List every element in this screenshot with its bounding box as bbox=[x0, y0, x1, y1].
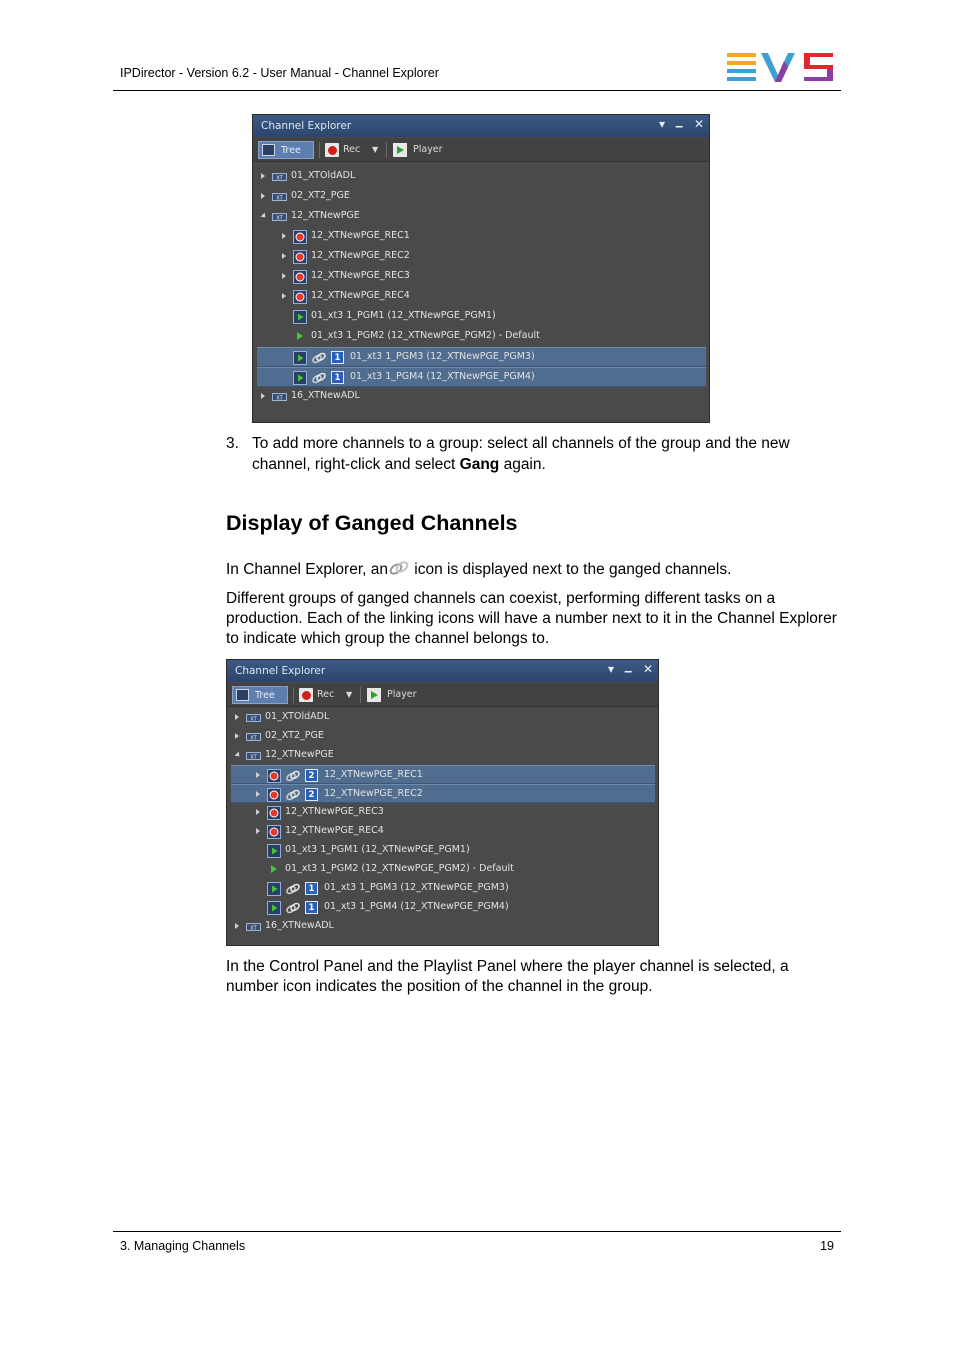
rec-icon bbox=[299, 688, 313, 702]
tree-row[interactable] bbox=[231, 784, 655, 803]
step-number: 3. bbox=[226, 435, 239, 452]
player-label: Player bbox=[387, 689, 417, 700]
recorder-channel-icon bbox=[267, 769, 281, 783]
tree-row[interactable] bbox=[231, 879, 655, 898]
toolbar-separator bbox=[360, 687, 361, 703]
gang-link-icon bbox=[285, 883, 301, 895]
tree-row-label: 02_XT2_PGE bbox=[265, 730, 324, 741]
expand-arrow-icon[interactable] bbox=[235, 714, 239, 720]
panel-toolbar bbox=[227, 683, 658, 707]
recorder-channel-icon bbox=[267, 788, 281, 802]
server-icon bbox=[246, 711, 261, 723]
tree-row[interactable] bbox=[231, 917, 655, 936]
footer-page-number: 19 bbox=[820, 1239, 834, 1253]
minimize-icon[interactable]: ‒ bbox=[675, 119, 684, 133]
recorder-channel-icon bbox=[293, 290, 307, 304]
panel-toolbar bbox=[253, 138, 709, 162]
tree-row-label: 16_XTNewADL bbox=[291, 390, 360, 401]
tree-row[interactable] bbox=[257, 227, 706, 247]
dropdown-icon[interactable]: ▾ bbox=[659, 117, 666, 131]
player-label: Player bbox=[413, 144, 443, 155]
tree-row[interactable] bbox=[231, 803, 655, 822]
paragraph-gang-icon: In Channel Explorer, an icon is displayed next to the ganged channels. bbox=[226, 561, 732, 578]
tree-button[interactable] bbox=[258, 141, 314, 159]
tree-row-label: 01_xt3 1_PGM1 (12_XTNewPGE_PGM1) bbox=[285, 844, 470, 855]
tree-row-label: 01_xt3 1_PGM3 (12_XTNewPGE_PGM3) bbox=[324, 882, 509, 893]
tree-button[interactable] bbox=[232, 686, 288, 704]
player-channel-icon bbox=[293, 310, 307, 324]
tree-row-label: 12_XTNewPGE_REC1 bbox=[324, 769, 423, 780]
tree-label: Tree bbox=[281, 145, 301, 156]
rec-button[interactable] bbox=[299, 686, 355, 704]
tree-row-label: 12_XTNewPGE_REC3 bbox=[285, 806, 384, 817]
player-icon bbox=[393, 143, 407, 157]
close-icon[interactable]: ✕ bbox=[643, 662, 654, 676]
toolbar-separator bbox=[319, 142, 320, 158]
gang-number-icon: 1 bbox=[331, 371, 344, 384]
player-channel-icon bbox=[267, 882, 281, 896]
expand-arrow-icon[interactable] bbox=[235, 733, 239, 739]
tree-row[interactable] bbox=[257, 327, 706, 347]
rec-dropdown-icon[interactable]: ▼ bbox=[372, 145, 379, 154]
panel-title: Channel Explorer bbox=[261, 120, 352, 132]
player-channel-icon bbox=[267, 901, 281, 915]
tree-row-label: 12_XTNewPGE_REC3 bbox=[311, 270, 410, 281]
tree-label: Tree bbox=[255, 690, 275, 701]
page-header-title: IPDirector - Version 6.2 - User Manual - Channel Explorer bbox=[120, 66, 439, 80]
panel-titlebar bbox=[227, 660, 658, 682]
expand-arrow-icon[interactable] bbox=[256, 791, 260, 797]
tree-row-label: 01_xt3 1_PGM1 (12_XTNewPGE_PGM1) bbox=[311, 310, 496, 321]
gang-command: Gang bbox=[459, 456, 500, 473]
svg-text:XT: XT bbox=[250, 925, 257, 932]
tree-row[interactable] bbox=[231, 898, 655, 917]
gang-number-icon: 1 bbox=[331, 351, 344, 364]
rec-dropdown-icon[interactable]: ▼ bbox=[346, 690, 353, 699]
svg-text:XT: XT bbox=[250, 735, 257, 742]
channel-explorer-panel-1 bbox=[252, 114, 710, 423]
tree-row-label: 16_XTNewADL bbox=[265, 920, 334, 931]
rec-label: Rec bbox=[317, 689, 335, 700]
tree-row[interactable] bbox=[257, 367, 706, 387]
svg-text:XT: XT bbox=[276, 215, 283, 222]
player-button[interactable] bbox=[393, 141, 453, 159]
gang-link-icon bbox=[285, 770, 301, 782]
tree-row-label: 01_XTOldADL bbox=[291, 170, 356, 181]
svg-text:XT: XT bbox=[276, 195, 283, 202]
tree-row[interactable] bbox=[257, 187, 706, 207]
tree-row[interactable] bbox=[257, 247, 706, 267]
link-icon bbox=[388, 561, 410, 575]
gang-link-icon bbox=[311, 372, 327, 384]
gang-number-icon: 2 bbox=[305, 769, 318, 782]
recorder-channel-icon bbox=[267, 806, 281, 820]
tree-row[interactable] bbox=[257, 287, 706, 307]
expand-arrow-icon[interactable] bbox=[235, 923, 239, 929]
player-channel-icon bbox=[293, 351, 307, 365]
server-icon bbox=[272, 210, 287, 222]
gang-number-icon: 2 bbox=[305, 788, 318, 801]
server-icon bbox=[246, 730, 261, 742]
tree-icon bbox=[262, 144, 275, 156]
tree-row-label: 12_XTNewPGE_REC2 bbox=[324, 788, 423, 799]
expand-arrow-icon[interactable] bbox=[261, 393, 265, 399]
tree-row-label: 01_xt3 1_PGM2 (12_XTNewPGE_PGM2) - Default bbox=[311, 330, 540, 341]
svg-text:XT: XT bbox=[276, 175, 283, 182]
recorder-channel-icon bbox=[293, 250, 307, 264]
player-button[interactable] bbox=[367, 686, 427, 704]
gang-link-icon bbox=[311, 352, 327, 364]
player-channel-icon bbox=[267, 844, 281, 858]
paragraph-groups: Different groups of ganged channels can coexist, performing different tasks on a production. Each of the linking icons will have a number next to it in the Channel Explorer to indicate which group the channel belongs to. bbox=[226, 590, 837, 647]
tree-row[interactable] bbox=[231, 860, 655, 879]
footer-rule bbox=[113, 1231, 841, 1232]
recorder-channel-icon bbox=[267, 825, 281, 839]
tree-row-label: 12_XTNewPGE bbox=[291, 210, 360, 221]
tree-row-label: 12_XTNewPGE_REC4 bbox=[311, 290, 410, 301]
player-icon bbox=[367, 688, 381, 702]
server-icon bbox=[272, 170, 287, 182]
recorder-channel-icon bbox=[293, 270, 307, 284]
gang-number-icon: 1 bbox=[305, 901, 318, 914]
expand-arrow-icon[interactable] bbox=[256, 772, 260, 778]
toolbar-separator bbox=[386, 142, 387, 158]
svg-text:XT: XT bbox=[250, 754, 257, 761]
rec-label: Rec bbox=[343, 144, 361, 155]
expand-arrow-icon[interactable] bbox=[282, 293, 286, 299]
tree-icon bbox=[236, 689, 249, 701]
step-text: To add more channels to a group: select all channels of the group and the new channel, right-click and select Gang again. bbox=[252, 435, 790, 473]
tree-row-label: 01_XTOldADL bbox=[265, 711, 330, 722]
tree-row-label: 01_xt3 1_PGM4 (12_XTNewPGE_PGM4) bbox=[324, 901, 509, 912]
collapse-arrow-icon[interactable] bbox=[234, 751, 241, 758]
rec-icon bbox=[325, 143, 339, 157]
expand-arrow-icon[interactable] bbox=[261, 173, 265, 179]
player-channel-icon bbox=[293, 371, 307, 385]
recorder-channel-icon bbox=[293, 230, 307, 244]
tree-row-label: 01_xt3 1_PGM2 (12_XTNewPGE_PGM2) - Default bbox=[285, 863, 514, 874]
default-player-icon bbox=[271, 865, 277, 873]
toolbar-separator bbox=[293, 687, 294, 703]
gang-link-icon bbox=[285, 789, 301, 801]
tree-row[interactable] bbox=[257, 307, 706, 327]
close-icon[interactable]: ✕ bbox=[694, 117, 705, 131]
tree-row[interactable] bbox=[231, 765, 655, 784]
section-heading: Display of Ganged Channels bbox=[226, 511, 518, 535]
expand-arrow-icon[interactable] bbox=[256, 809, 260, 815]
evs-logo bbox=[727, 53, 834, 82]
tree-row-label: 12_XTNewPGE_REC4 bbox=[285, 825, 384, 836]
tree-row[interactable] bbox=[257, 347, 706, 367]
server-icon bbox=[246, 749, 261, 761]
default-player-icon bbox=[297, 332, 303, 340]
tree-row-label: 12_XTNewPGE bbox=[265, 749, 334, 760]
header-rule bbox=[113, 90, 841, 91]
tree-row[interactable] bbox=[257, 207, 706, 227]
expand-arrow-icon[interactable] bbox=[282, 253, 286, 259]
expand-arrow-icon[interactable] bbox=[256, 828, 260, 834]
rec-button[interactable] bbox=[325, 141, 381, 159]
channel-explorer-panel-2 bbox=[226, 659, 659, 946]
server-icon bbox=[272, 190, 287, 202]
svg-text:XT: XT bbox=[276, 395, 283, 402]
tree-row[interactable] bbox=[257, 387, 706, 407]
tree-row-label: 12_XTNewPGE_REC2 bbox=[311, 250, 410, 261]
server-icon bbox=[272, 390, 287, 402]
tree-row[interactable] bbox=[231, 727, 655, 746]
tree-row-label: 01_xt3 1_PGM3 (12_XTNewPGE_PGM3) bbox=[350, 351, 535, 362]
minimize-icon[interactable]: ‒ bbox=[624, 664, 633, 678]
paragraph-number-icon: In the Control Panel and the Playlist Panel where the player channel is selected, a number icon indicates the position of the channel in the group. bbox=[226, 958, 789, 995]
tree-row[interactable] bbox=[231, 746, 655, 765]
tree-row-label: 02_XT2_PGE bbox=[291, 190, 350, 201]
tree-row[interactable] bbox=[231, 822, 655, 841]
tree-row-label: 12_XTNewPGE_REC1 bbox=[311, 230, 410, 241]
svg-text:XT: XT bbox=[250, 716, 257, 723]
server-icon bbox=[246, 920, 261, 932]
tree-row[interactable] bbox=[257, 267, 706, 287]
collapse-arrow-icon[interactable] bbox=[260, 212, 267, 219]
gang-link-icon bbox=[285, 902, 301, 914]
panel-title: Channel Explorer bbox=[235, 665, 326, 677]
dropdown-icon[interactable]: ▾ bbox=[608, 662, 615, 676]
expand-arrow-icon[interactable] bbox=[261, 193, 265, 199]
panel-titlebar bbox=[253, 115, 709, 137]
tree-row[interactable] bbox=[231, 708, 655, 727]
tree-row[interactable] bbox=[257, 167, 706, 187]
tree-row-label: 01_xt3 1_PGM4 (12_XTNewPGE_PGM4) bbox=[350, 371, 535, 382]
expand-arrow-icon[interactable] bbox=[282, 233, 286, 239]
gang-number-icon: 1 bbox=[305, 882, 318, 895]
expand-arrow-icon[interactable] bbox=[282, 273, 286, 279]
tree-row[interactable] bbox=[231, 841, 655, 860]
footer-chapter: 3. Managing Channels bbox=[120, 1239, 246, 1253]
